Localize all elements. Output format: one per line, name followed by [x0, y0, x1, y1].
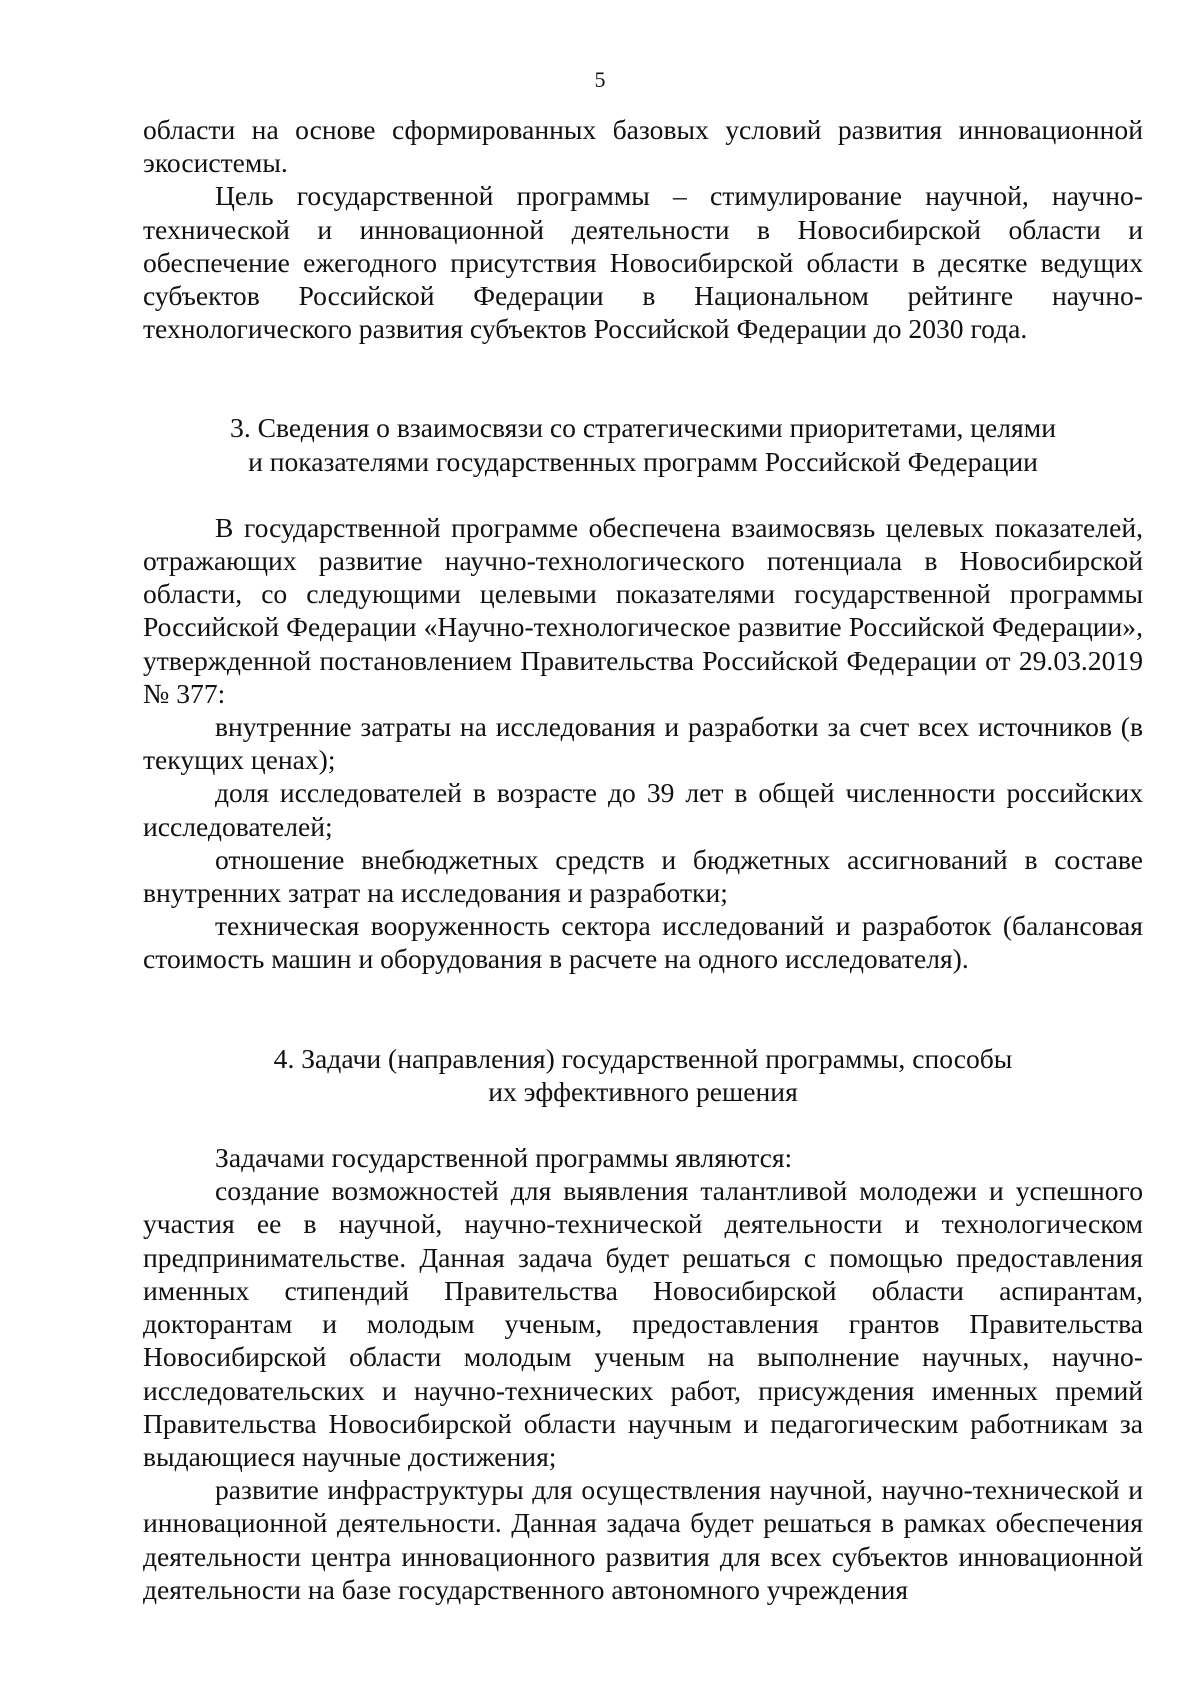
program-goal-paragraph: Цель государственной программы – стимулирование научной, научно-технической и инновационной деятельности в Новосибирской области и обеспечение ежегодного присутствия Новосибирской области в десятке ведущих субъектов Российской Федерации в Национальном рейтинге научно-технологического развития субъектов Российской Федерации до 2030 года. — [143, 180, 1143, 345]
page-number: 5 — [594, 67, 606, 92]
document-body — [143, 113, 1143, 1606]
indicator-list-item: доля исследователей в возрасте до 39 лет в общей численности российских исследователей; — [143, 777, 1143, 842]
section-spacer — [143, 478, 1143, 511]
section-4-heading-line-2: их эффективного решения — [488, 1075, 798, 1107]
task-paragraph: создание возможностей для выявления талантливой молодежи и успешного участия ее в научной, научно-технической деятельности и технологическом предпринимательстве. Данная задача будет решаться с помощью предоставления именных стипендий Правительства Новосибирской области аспирантам, докторантам и молодым ученым, предоставления грантов Правительства Новосибирской области молодым ученым на выполнение научных, научно-исследовательских и научно-технических работ, присуждения именных премий Правительства Новосибирской области научным и педагогическим работникам за выдающиеся научные достижения; — [143, 1175, 1143, 1472]
section-3-heading — [143, 411, 1143, 477]
indicator-list-item: отношение внебюджетных средств и бюджетных ассигнований в составе внутренних затрат на исследования и разработки; — [143, 843, 1143, 909]
section-3-intro-paragraph: В государственной программе обеспечена взаимосвязь целевых показателей, отражающих развитие научно-технологического потенциала в Новосибирской области, со следующими целевыми показателями государственной программы Российской Федерации «Научно-технологическое развитие Российской Федерации», утвержденной постановлением Правительства Российской Федерации от 29.03.2019 № 377: — [143, 511, 1143, 709]
section-4-heading — [143, 1042, 1143, 1108]
section-3-heading-line-1: 3. Сведения о взаимосвязи со стратегическими приоритетами, целями — [230, 412, 1056, 444]
section-3-heading-line-2: и показателями государственных программ Российской Федерации — [248, 445, 1038, 477]
indicator-list-item: техническая вооруженность сектора исследований и разработок (балансовая стоимость машин и оборудования в расчете на одного исследователя). — [143, 910, 1143, 975]
indicator-list-item: внутренние затраты на исследования и разработки за счет всех источников (в текущих ценах); — [143, 711, 1143, 776]
task-paragraph: развитие инфраструктуры для осуществления научной, научно-технической и инновационной деятельности. Данная задача будет решаться в рамках обеспечения деятельности центра инновационного развития для всех субъектов инновационной деятельности на базе государственного автономного учреждения — [143, 1474, 1143, 1605]
section-4-heading-line-1: 4. Задачи (направления) государственной программы, способы — [273, 1042, 1013, 1074]
intro-paragraph-continuation: области на основе сформированных базовых условий развития инновационной экосистемы. — [143, 114, 1143, 179]
section-spacer — [143, 1108, 1143, 1141]
section-spacer — [143, 976, 1143, 1042]
tasks-intro-paragraph: Задачами государственной программы являются: — [215, 1142, 793, 1174]
section-spacer — [143, 345, 1143, 411]
